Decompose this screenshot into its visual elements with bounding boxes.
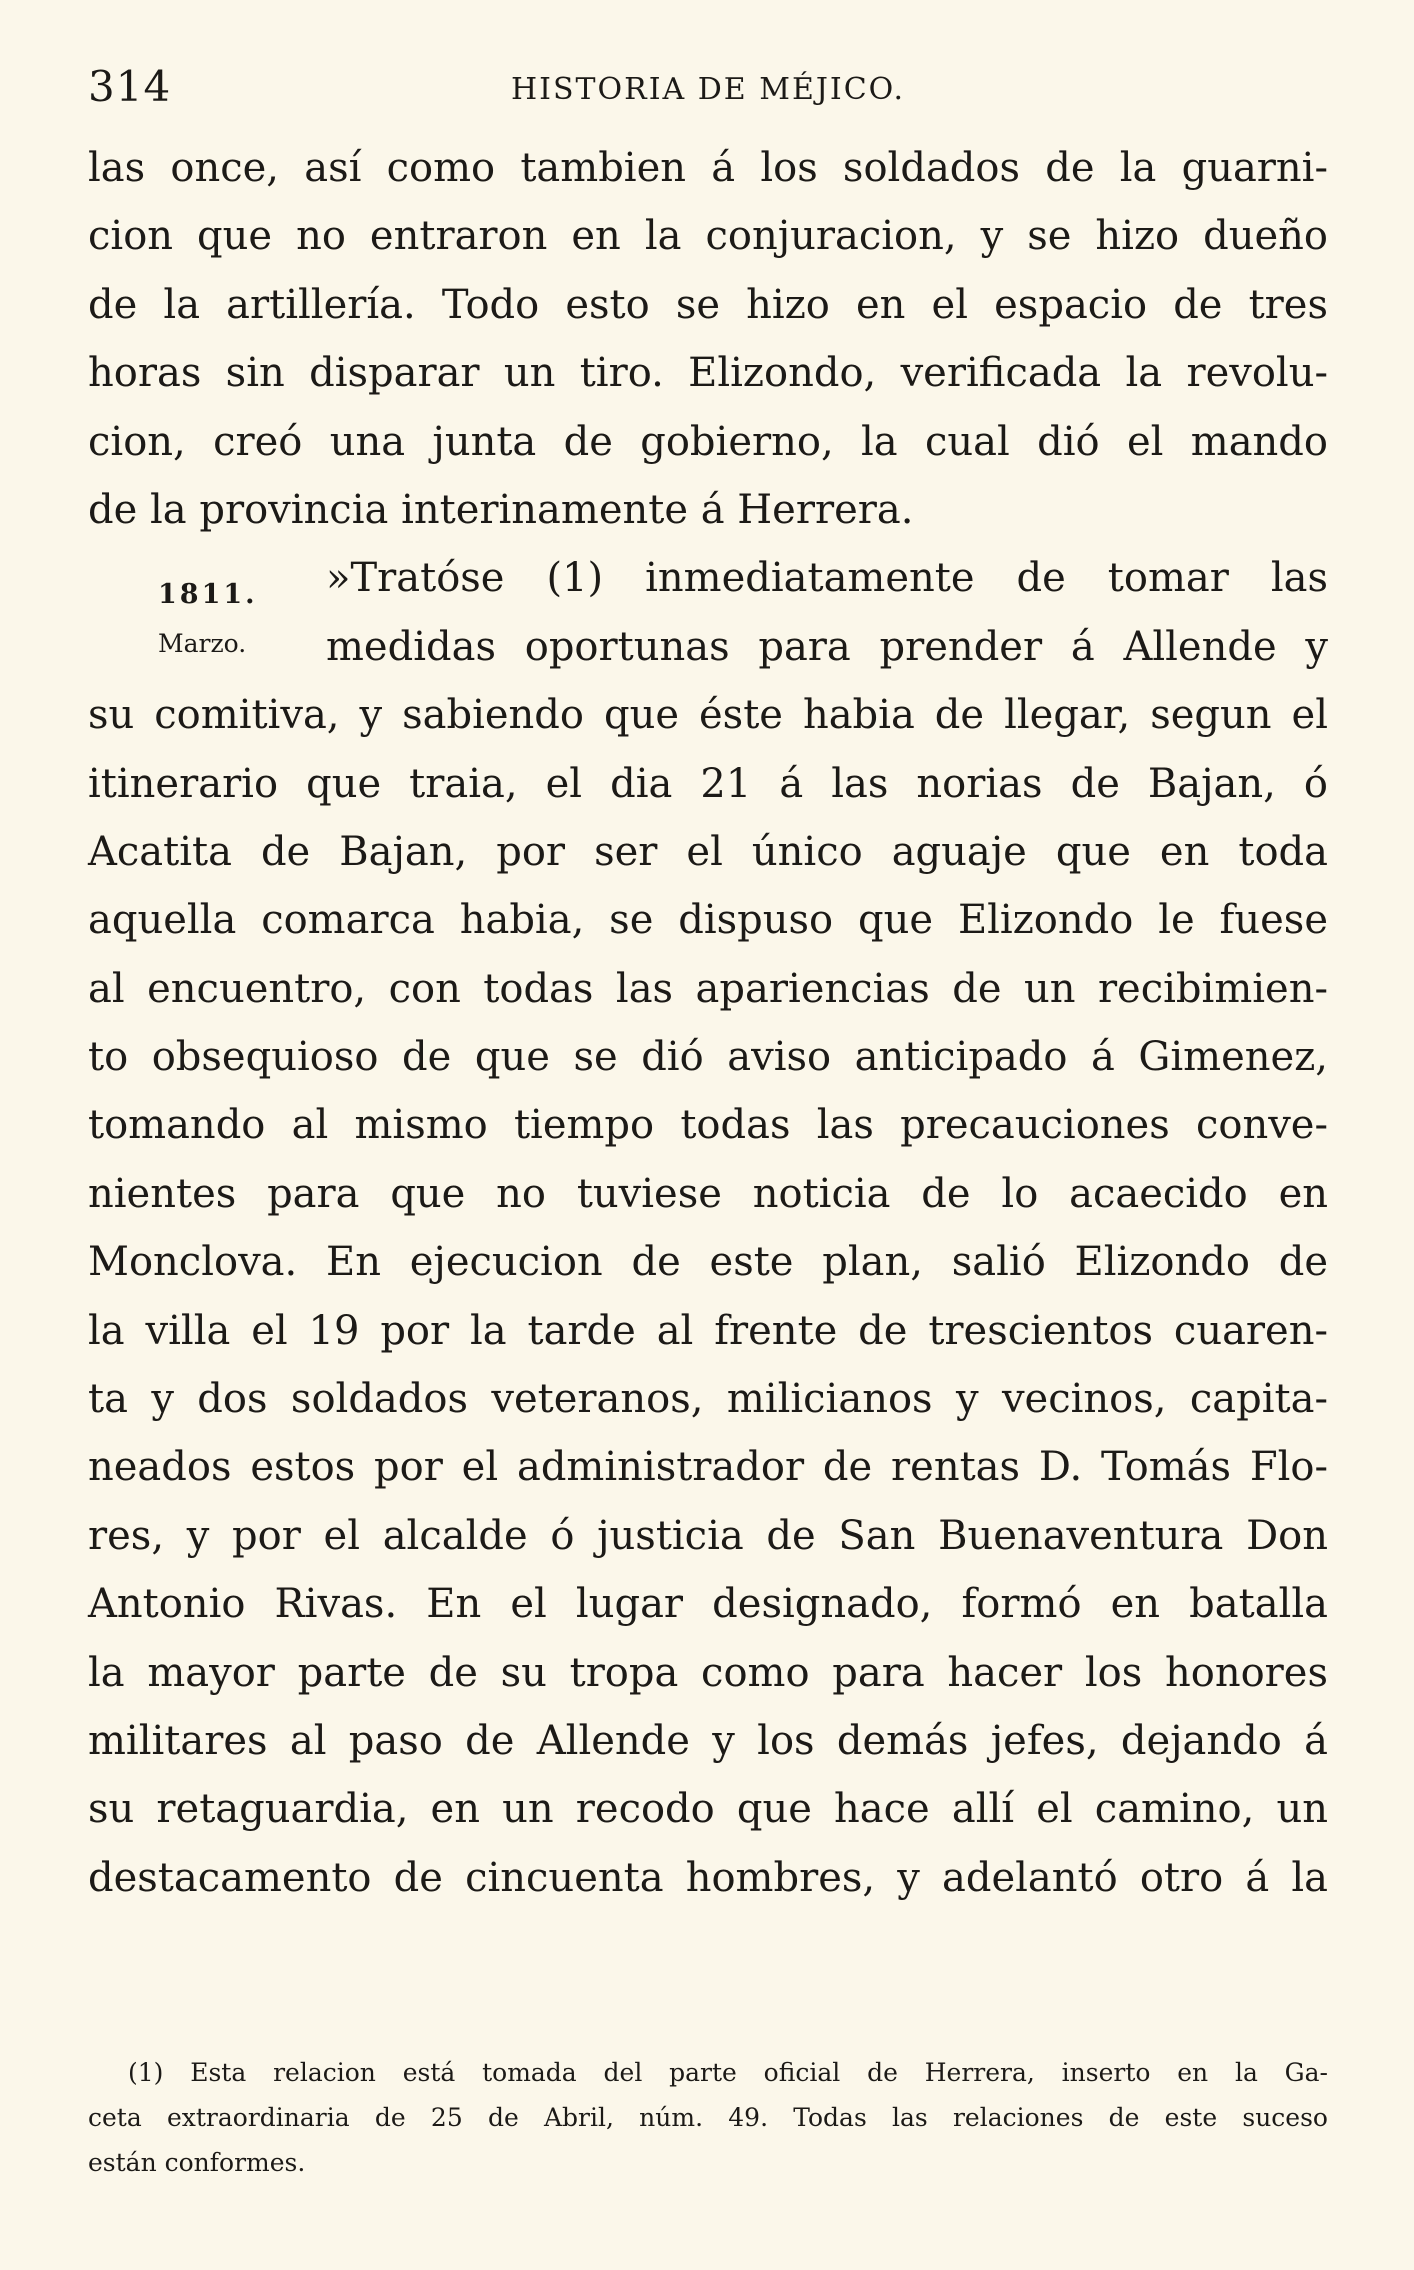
text-line: nientes para que no tuviese noticia de lo acaecido en xyxy=(88,1170,1328,1217)
text-line: de la artillería. Todo esto se hizo en el espacio de tres xyxy=(88,281,1328,328)
text-line: Monclova. En ejecucion de este plan, salió Elizondo de xyxy=(88,1239,1328,1286)
text-line: neados estos por el administrador de rentas D. Tomás Flo- xyxy=(88,1444,1328,1491)
margin-note-month: Marzo. xyxy=(158,628,247,658)
text-line: aquella comarca habia, se dispuso que Elizondo le fuese xyxy=(88,897,1328,944)
running-head xyxy=(88,62,1328,118)
footnote-line: están conformes. xyxy=(88,2148,306,2177)
text-line: horas sin disparar un tiro. Elizondo, verificada la revolu- xyxy=(88,350,1328,397)
text-line: la mayor parte de su tropa como para hacer los honores xyxy=(88,1649,1328,1696)
text-line: tomando al mismo tiempo todas las precauciones conve- xyxy=(88,1102,1328,1149)
footnote-line: ceta extraordinaria de 25 de Abril, núm. 49. Todas las relaciones de este suceso xyxy=(88,2103,1328,2132)
text-line: al encuentro, con todas las apariencias de un recibimien- xyxy=(88,965,1328,1012)
text-line: to obsequioso de que se dió aviso anticipado á Gimenez, xyxy=(88,1034,1328,1081)
text-line: Acatita de Bajan, por ser el único aguaje que en toda xyxy=(88,828,1328,875)
body-text xyxy=(88,134,1328,1912)
text-line: medidas oportunas para prender á Allende y xyxy=(326,623,1328,670)
text-line: »Tratóse (1) inmediatamente de tomar las xyxy=(326,555,1328,602)
running-title: HISTORIA DE MÉJICO. xyxy=(510,72,906,107)
margin-note-year: 1811. xyxy=(158,579,258,611)
text-line: destacamento de cincuenta hombres, y adelantó otro á la xyxy=(88,1854,1328,1901)
text-line: cion que no entraron en la conjuracion, y se hizo dueño xyxy=(88,213,1328,260)
text-line: itinerario que traia, el dia 21 á las norias de Bajan, ó xyxy=(88,760,1328,807)
page-number: 314 xyxy=(88,62,172,111)
text-line: las once, así como tambien á los soldados de la guarni- xyxy=(88,145,1328,191)
text-line: res, y por el alcalde ó justicia de San Buenaventura Don xyxy=(88,1512,1328,1559)
text-line: su retaguardia, en un recodo que hace allí el camino, un xyxy=(88,1786,1328,1833)
text-line: de la provincia interinamente á Herrera. xyxy=(88,486,914,533)
text-line: Antonio Rivas. En el lugar designado, formó en batalla xyxy=(88,1581,1328,1628)
text-line: cion, creó una junta de gobierno, la cual dió el mando xyxy=(88,418,1328,465)
text-line: su comitiva, y sabiendo que éste habia de llegar, segun el xyxy=(88,692,1328,739)
footnote-line: (1) Esta relacion está tomada del parte oficial de Herrera, inserto en la Ga- xyxy=(128,2058,1328,2087)
text-line-with-month xyxy=(88,613,1328,681)
text-line: militares al paso de Allende y los demás jefes, dejando á xyxy=(88,1717,1328,1764)
text-line: ta y dos soldados veteranos, milicianos y vecinos, capita- xyxy=(88,1376,1328,1423)
text-line-with-year xyxy=(88,544,1328,612)
text-line: la villa el 19 por la tarde al frente de trescientos cuaren- xyxy=(88,1307,1328,1354)
footnote xyxy=(88,2050,1328,2185)
